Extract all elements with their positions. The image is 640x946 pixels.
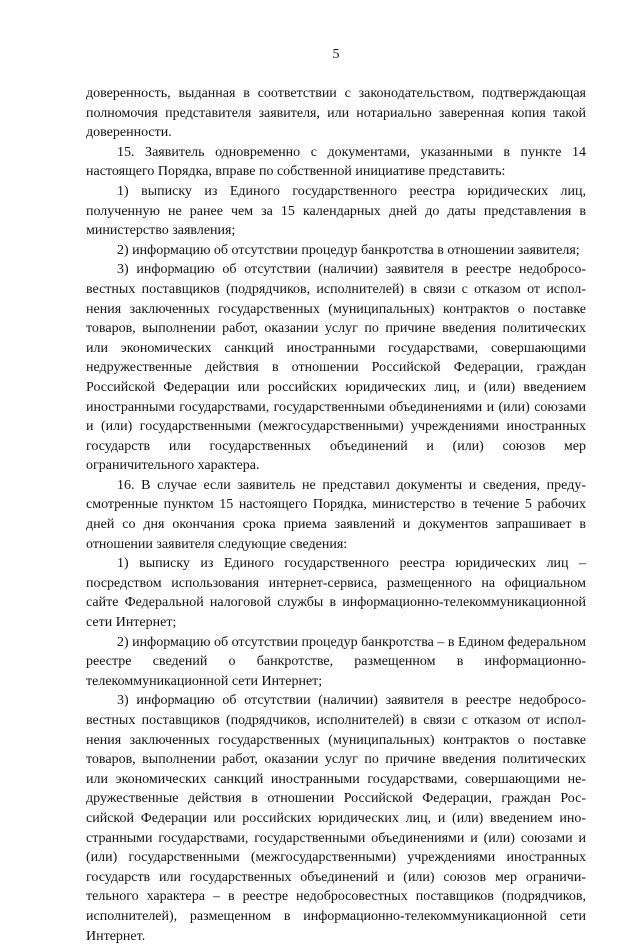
paragraph: 2) информацию об отсутствии процедур банкротства в отношении заявителя; <box>117 242 580 258</box>
paragraph: 1) выписку из Единого государственного реестра юридических лиц, полученную не ранее чем за 15 календарных дней до даты представления в министерство заявления; <box>86 183 586 239</box>
paragraph: 3) информацию об отсутствии (наличии) заявителя в реестре недобросовестных поставщиков (подрядчиков, исполнителей) в связи с отказом от исполнения заключенных государственных (муниципальных) контрактов о поставке товаров, выполнении работ, оказании услуг по причине введения политических или экономических санкций иностранными государствами, совершающими недружественные действия в отношении Российской Федерации, граждан Российской Федерации или российских юридических лиц, и (или) введением иностранными государствами, государственными объединениями и (или) союзами и (или) государственными (межгосударственными) учреждениями иностранных государств или государственных объединений и (или) союзов мер ограничительного характера – в реестре недобросовестных поставщиков (подрядчиков, исполнителей), размещенном в информационно-телекоммуникационной сети Интернет. <box>86 693 586 944</box>
paragraph: 1) выписку из Единого государственного реестра юридических лиц – посредством использования интернет-сервиса, размещенного на официальном сайте Федеральной налоговой службы в информационно-телекоммуникационной сети Интернет; <box>86 556 586 631</box>
document-body <box>86 84 586 946</box>
paragraph: 15. Заявитель одновременно с документами, указанными в пункте 14 настоящего Порядка, вправе по собственной инициативе представить: <box>86 144 586 180</box>
paragraph: доверенность, выданная в соответствии с законодательством, подтверждающая полномочия представителя заявителя, или нотариально заверенная копия такой доверенности. <box>86 86 586 141</box>
paragraph: 16. В случае если заявитель не представил документы и сведения, предусмотренные пунктом 15 настоящего Порядка, министерство в течение 5 рабочих дней со дня окончания срока приема заявлений и документов запрашивает в отношении заявителя следующие сведения: <box>86 477 586 552</box>
paragraph: 2) информацию об отсутствии процедур банкротства – в Едином федеральном реестре сведений о банкротстве, размещенном в информационно-телекоммуникационной сети Интернет; <box>86 634 586 689</box>
page-number: 5 <box>332 47 340 62</box>
paragraph: 3) информацию об отсутствии (наличии) заявителя в реестре недобросовестных поставщиков (подрядчиков, исполнителей) в связи с отказом от исполнения заключенных государственных (муниципальных) контрактов о поставке товаров, выполнении работ, оказании услуг по причине введения политических или экономических санкций иностранными государствами, совершающими недружественные действия в отношении Российской Федерации, граждан Российской Федерации или российских юридических лиц, и (или) введением иностранными государствами, государственными объединениями и (или) союзами и (или) государственными (межгосударственными) учреждениями иностранных государств или государственных объединений и (или) союзов мер ограничительного характера. <box>86 262 586 474</box>
